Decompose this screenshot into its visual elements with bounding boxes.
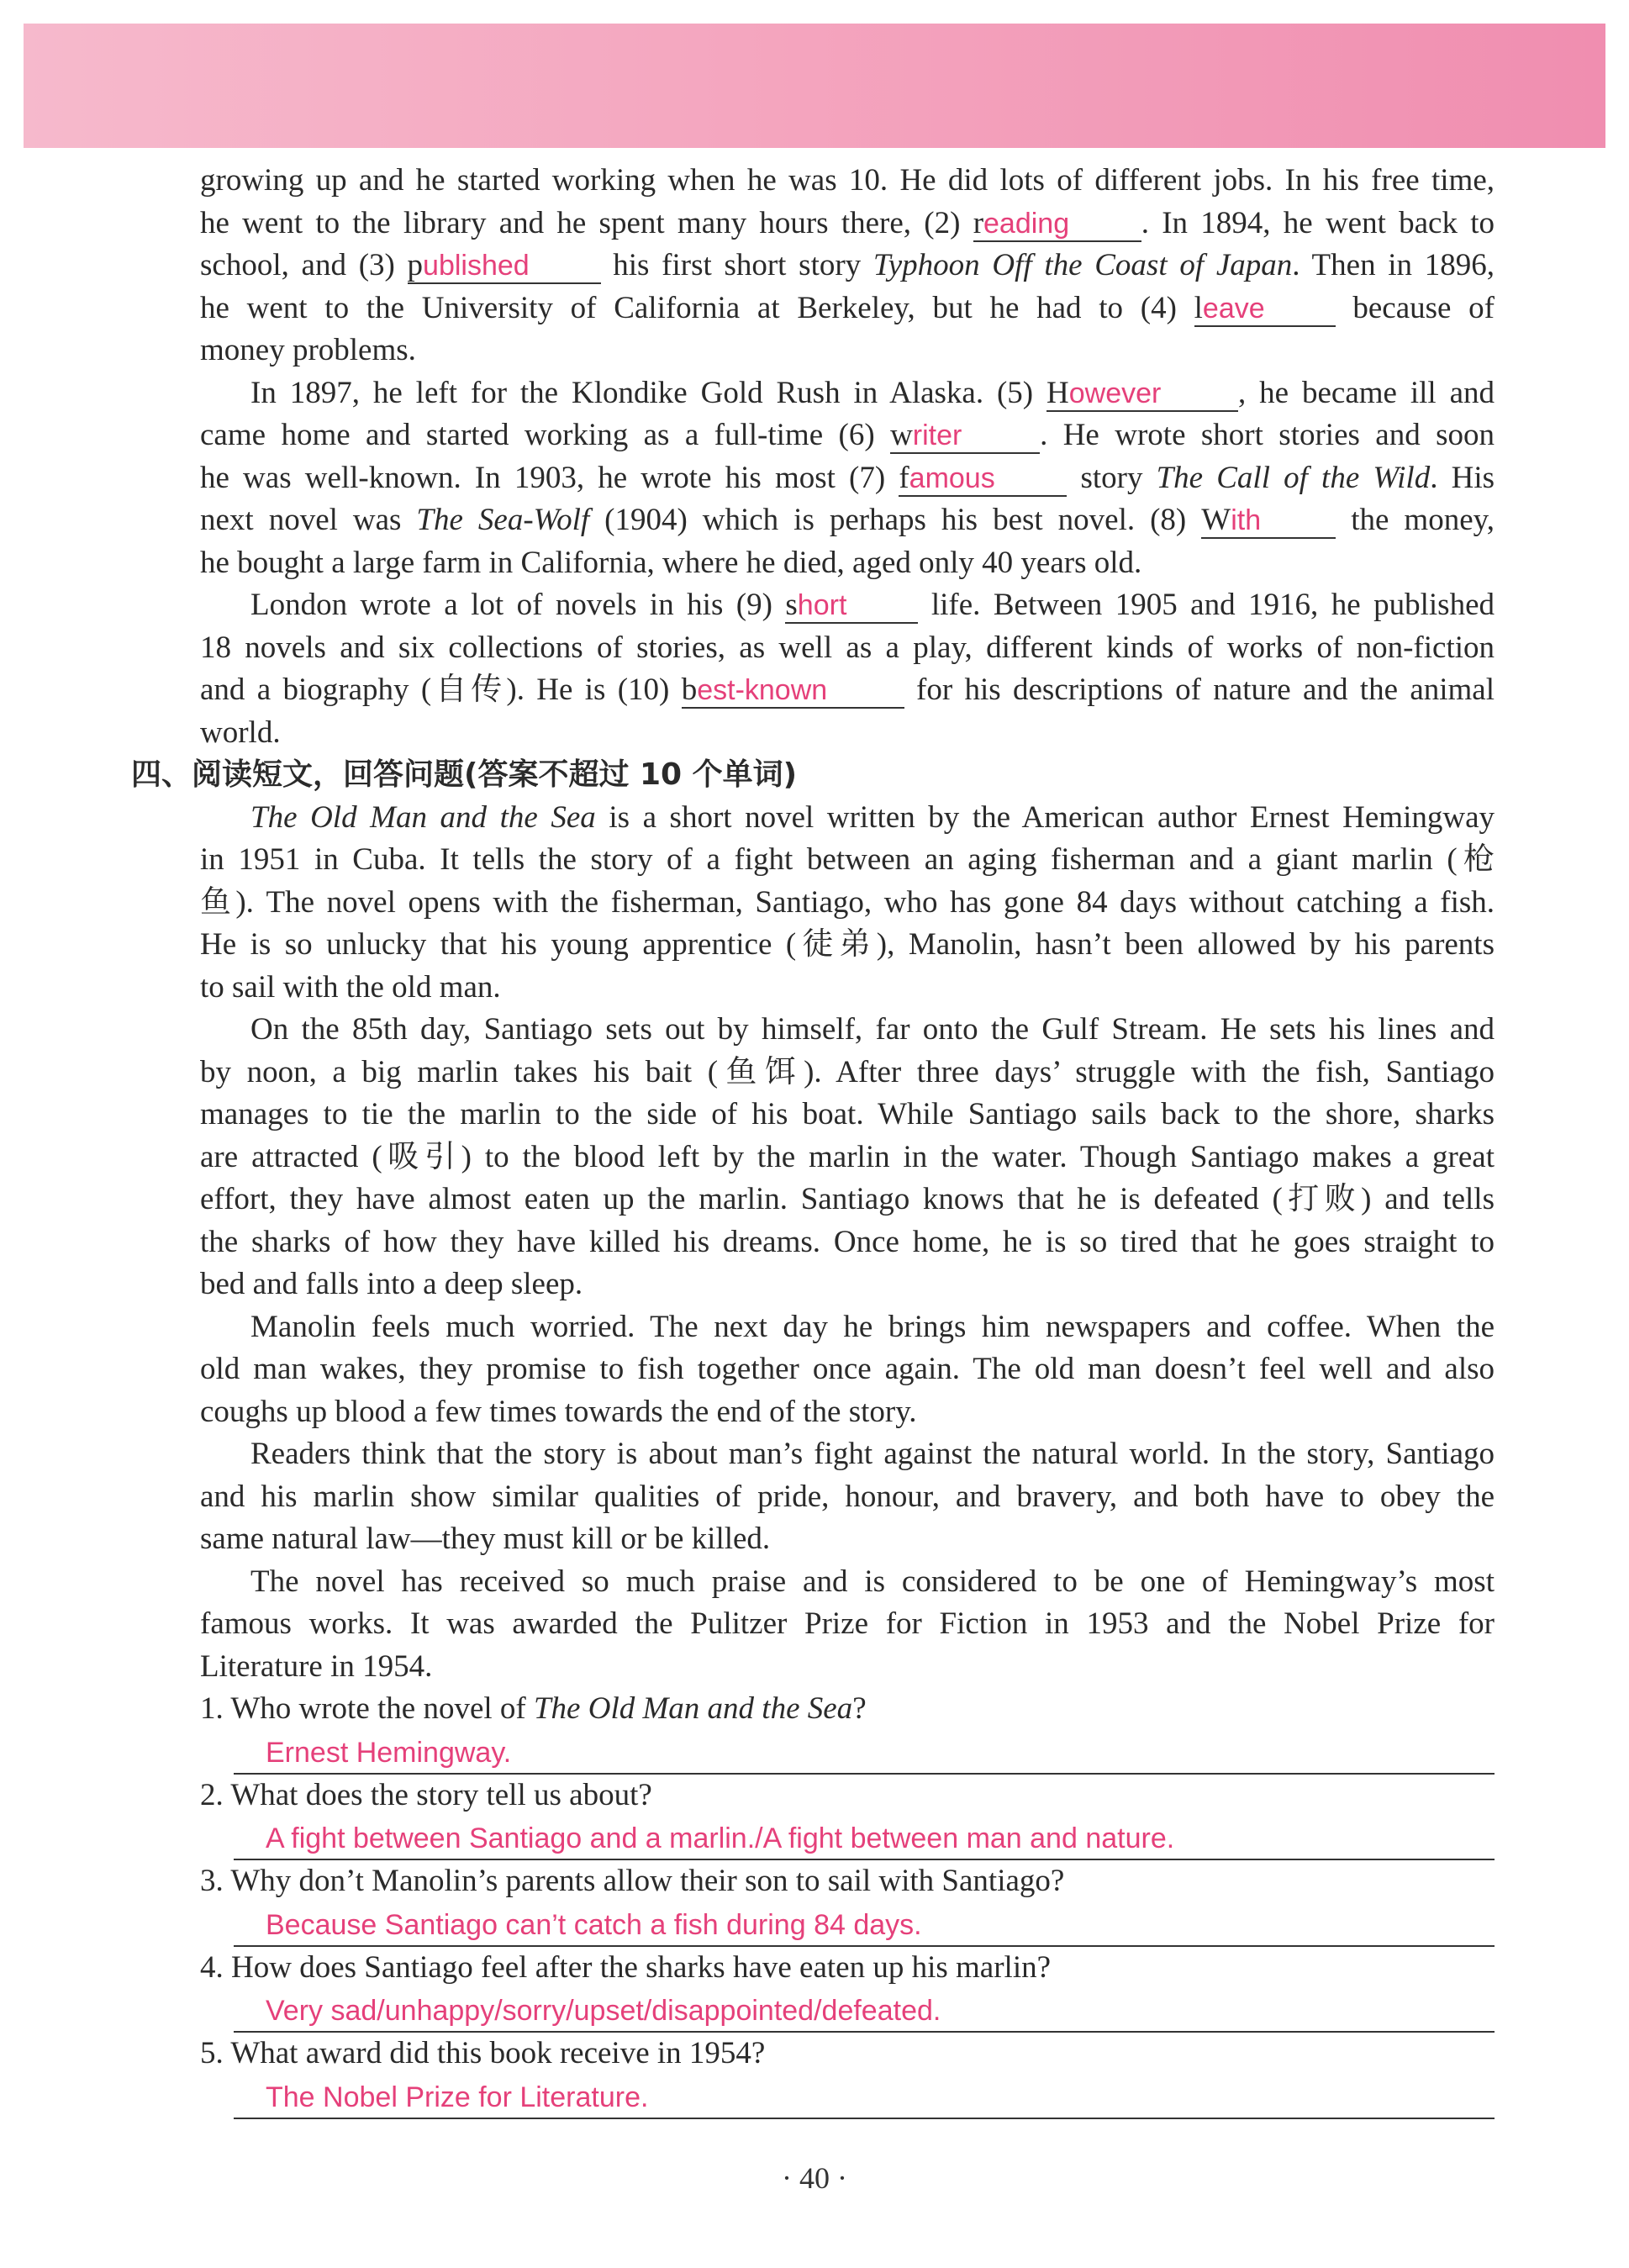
passage-line: money problems. [200,333,416,367]
section-heading: 四、阅读短文，回答问题(答案不超过 10 个单词) [131,757,798,792]
reading-line: coughs up blood a few times towards the end of the story. [200,1394,917,1429]
reading-line: The Old Man and the Sea is a short novel written by the American author Ernest Hemingway [250,799,1495,835]
reading-line: same natural law—they must kill or be killed. [200,1522,771,1556]
reading-line: He is so unlucky that his young apprentice (徒弟), Manolin, hasn’t been allowed by his parents [200,927,1495,962]
answer-line-3[interactable]: Because Santiago can’t catch a fish during 84 days. [234,1903,1495,1947]
passage-line: school, and (3) published his first short story Typhoon Off the Coast of Japan. Then in 1896, [200,248,1495,282]
reading-line: On the 85th day, Santiago sets out by himself, far onto the Gulf Stream. He sets his lines and [250,1012,1495,1047]
answer-line-1[interactable]: Ernest Hemingway. [234,1731,1495,1775]
worksheet-content [131,160,1495,2119]
passage-line: world. [200,715,281,750]
question-5: 5. What award did this book receive in 1954? [200,2036,766,2070]
reading-line: Readers think that the story is about man’s fight against the natural world. In the story, Santiago [250,1437,1495,1471]
reading-line: manages to tie the marlin to the side of his boat. While Santiago sails back to the shore, sharks [200,1097,1495,1131]
answer-blank-10[interactable]: best-known [682,673,904,709]
passage-line: came home and started working as a full-time (6) writer . He wrote short stories and soon [200,418,1495,452]
passage-line: London wrote a lot of novels in his (9) short life. Between 1905 and 1916, he published [250,588,1495,622]
reading-line: old man wakes, they promise to fish together once again. The old man doesn’t feel well and also [200,1352,1495,1386]
passage-line: 18 novels and six collections of stories, as well as a play, different kinds of works of non-fiction [200,630,1495,665]
passage-line: he went to the University of California at Berkeley, but he had to (4) leave because of [200,290,1495,325]
reading-line: The novel has received so much praise and is considered to be one of Hemingway’s most [250,1564,1495,1599]
passage-line: he bought a large farm in California, where he died, aged only 40 years old. [200,545,1142,580]
page-number: · 40 · [782,2161,847,2195]
answer-blank-5[interactable]: However [1046,377,1238,412]
answer-line-4[interactable]: Very sad/unhappy/sorry/upset/disappointed/defeated. [234,1989,1495,2033]
reading-line: 鱼). The novel opens with the fisherman, Santiago, who has gone 84 days without catching a fish. [200,884,1495,920]
reading-line: in 1951 in Cuba. It tells the story of a fight between an aging fisherman and a giant marlin (枪 [200,842,1495,877]
reading-line: Manolin feels much worried. The next day he brings him newspapers and coffee. When the [250,1309,1495,1344]
answer-line-2[interactable]: A fight between Santiago and a marlin./A fight between man and nature. [234,1817,1495,1860]
reading-line: Literature in 1954. [200,1648,433,1684]
reading-line: the sharks of how they have killed his dreams. Once home, he is so tired that he goes straight to [200,1224,1495,1259]
answer-line-5[interactable]: The Nobel Prize for Literature. [234,2075,1495,2119]
reading-line: and his marlin show similar qualities of pride, honour, and bravery, and both have to obey the [200,1479,1495,1514]
question-2: 2. What does the story tell us about? [200,1777,652,1812]
answer-blank-2[interactable]: reading [973,207,1141,242]
question-3: 3. Why don’t Manolin’s parents allow their son to sail with Santiago? [200,1864,1065,1898]
answer-blank-8[interactable]: With [1201,504,1336,539]
passage-line: he went to the library and he spent many hours there, (2) reading . In 1894, he went back to [200,205,1495,240]
question-4: 4. How does Santiago feel after the sharks have eaten up his marlin? [200,1949,1052,1985]
question-1: 1. Who wrote the novel of The Old Man and the Sea? [200,1691,867,1726]
reading-line: to sail with the old man. [200,969,501,1005]
answer-blank-6[interactable]: writer [890,419,1040,454]
reading-line: are attracted (吸引) to the blood left by the marlin in the water. Though Santiago makes a great [200,1139,1495,1174]
answer-blank-7[interactable]: famous [899,462,1067,497]
reading-line: effort, they have almost eaten up the marlin. Santiago knows that he is defeated (打败) and tells [200,1182,1495,1216]
answer-blank-4[interactable]: leave [1194,292,1336,327]
passage-line: In 1897, he left for the Klondike Gold Rush in Alaska. (5) However , he became ill and [250,375,1495,410]
passage-line: and a biography (自传). He is (10) best-known for his descriptions of nature and the animal [200,672,1495,707]
reading-line: bed and falls into a deep sleep. [200,1267,583,1301]
reading-line: famous works. It was awarded the Pulitzer Prize for Fiction in 1953 and the Nobel Prize for [200,1606,1495,1641]
header-band [24,24,1605,148]
passage-line: next novel was The Sea-Wolf (1904) which is perhaps his best novel. (8) With the money, [200,503,1495,537]
answer-blank-3[interactable]: published [408,249,601,284]
passage-line: growing up and he started working when he was 10. He did lots of different jobs. In his free time, [200,163,1495,198]
answer-blank-9[interactable]: short [785,588,918,624]
reading-line: by noon, a big marlin takes his bait (鱼饵). After three days’ struggle with the fish, Santiago [200,1054,1495,1089]
passage-line: he was well-known. In 1903, he wrote his most (7) famous story The Call of the Wild. His [200,460,1495,495]
